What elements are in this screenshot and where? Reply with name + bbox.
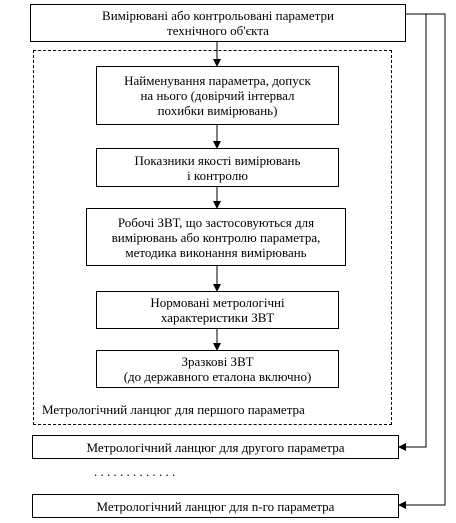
line-to-chain2 xyxy=(399,14,426,447)
group-label: Метрологічний ланцюг для першого параметра xyxy=(42,402,305,417)
box-reference-instruments: Зразкові ЗВТ (до державного еталона включно) xyxy=(96,350,339,388)
chain-second-parameter: Метрологічний ланцюг для другого параметра xyxy=(32,435,399,459)
box-metrological-characteristics: Нормовані метрологічні характеристики ЗВТ xyxy=(96,291,339,329)
top-box-parameters: Вимірювані або контрольовані параметри технічного об'єкта xyxy=(30,4,406,42)
chain-nth-parameter: Метрологічний ланцюг для n-го параметра xyxy=(32,494,399,518)
box-parameter-name: Найменування параметра, допуск на нього (довірчий інтервал похибки вимірювань) xyxy=(96,66,339,125)
box-quality-indicators: Показники якості вимірювань і контролю xyxy=(96,148,339,187)
box-working-instruments: Робочі ЗВТ, що застосовуються для вимірювань або контролю параметра, методика виконання вимірювань xyxy=(86,208,346,266)
ellipsis: . . . . . . . . . . . . . xyxy=(94,464,176,479)
line-to-chain-n xyxy=(399,14,445,505)
